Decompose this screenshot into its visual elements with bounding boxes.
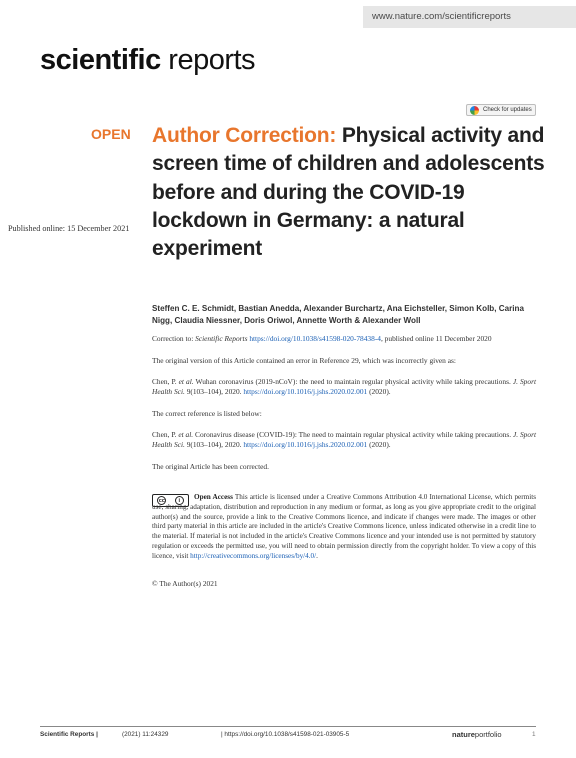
ref-old-volume: 9(103–104), 2020. <box>184 387 244 397</box>
check-updates-label: Check for updates <box>483 107 532 113</box>
open-access-statement <box>152 493 536 562</box>
crossmark-icon <box>470 106 479 115</box>
ref-old-journal: J. Sport Health Sci. <box>152 377 537 397</box>
original-article-link[interactable]: https://doi.org/10.1038/s41598-020-78438-4 <box>249 334 381 343</box>
license-link[interactable]: http://creativecommons.org/licenses/by/4.0/ <box>190 551 317 560</box>
ref-old-etal: et al. <box>178 377 194 386</box>
ref-old-year: (2020). <box>367 387 391 397</box>
page-number: 1 <box>532 731 536 738</box>
author-list: Steffen C. E. Schmidt, Bastian Anedda, Alexander Burchartz, Ana Eichsteller, Simon Kolb, Carina Nigg, Claudia Niessner, Doris Oriwol, Annette Worth & Alexander Woll <box>152 304 524 325</box>
cc-icon: cc <box>158 497 165 504</box>
footer-doi[interactable]: | https://doi.org/10.1038/s41598-021-03905-5 <box>221 731 350 738</box>
copyright-notice: © The Author(s) 2021 <box>152 579 218 588</box>
ref-old-author: Chen, P. <box>152 377 179 386</box>
logo-bold: scientific <box>40 44 161 76</box>
nature-portfolio-logo <box>452 730 502 739</box>
correction-to-text: Correction to: <box>152 334 196 343</box>
correct-reference <box>152 430 536 451</box>
corrected-statement: The original Article has been corrected. <box>152 462 269 471</box>
open-access-end: . <box>316 551 318 560</box>
ref-new-journal: J. Sport Health Sci. <box>152 430 537 450</box>
attribution-icon: i <box>175 496 184 505</box>
footer-volume: (2021) 11:24329 <box>122 731 169 738</box>
open-access-text: This article is licensed under a Creative Commons Attribution 4.0 International License, which permits use, sharing, adaptation, distribution and reproduction in any medium or format, as long as you give appropriate credit to the original author(s) and the source, provide a link to the Creative Commons licence, and indicate if changes were made. The images or other third party material in this article are included in the article's Creative Commons licence, unless indicated otherwise in a credit line to the material. If material is not included in the article's Creative Commons licence and your intended use is not permitted by statutory regulation or exceeds the permitted use, you will need to obtain permission directly from the copyright holder. To view a copy of this licence, visit <box>152 493 536 560</box>
ref-new-etal: et al. <box>178 430 194 439</box>
ref-old-doi-link[interactable]: https://doi.org/10.1016/j.jshs.2020.02.001 <box>243 387 368 397</box>
article-title <box>152 122 552 263</box>
page-footer <box>40 731 536 743</box>
np-bold: nature <box>452 730 475 739</box>
correction-to-line <box>152 334 536 344</box>
published-date: Published online: 15 December 2021 <box>8 224 130 233</box>
ref-old-title: Wuhan coronavirus (2019-nCoV): the need to maintain regular physical activity while taking precautions. <box>193 377 513 386</box>
correct-reference-heading: The correct reference is listed below: <box>152 409 262 418</box>
error-statement: The original version of this Article contained an error in Reference 29, which was incorrectly given as: <box>152 356 456 365</box>
check-for-updates-button[interactable] <box>466 104 536 116</box>
ref-new-year: (2020). <box>367 440 391 450</box>
open-access-heading: Open Access <box>194 493 233 501</box>
open-access-label: OPEN <box>91 126 131 142</box>
ref-new-volume: 9(103–104), 2020. <box>184 440 244 450</box>
journal-url[interactable]: www.nature.com/scientificreports <box>363 6 576 28</box>
np-regular: portfolio <box>474 730 502 739</box>
correction-journal: Scientific Reports <box>195 334 248 343</box>
footer-journal: Scientific Reports | <box>40 731 98 738</box>
incorrect-reference <box>152 377 536 398</box>
correction-date: , published online 11 December 2020 <box>380 334 492 343</box>
logo-regular: reports <box>168 44 256 76</box>
footer-divider <box>40 726 536 727</box>
title-prefix: Author Correction: <box>152 124 337 147</box>
ref-new-author: Chen, P. <box>152 430 179 439</box>
ref-new-doi-link[interactable]: https://doi.org/10.1016/j.jshs.2020.02.001 <box>243 440 368 450</box>
ref-new-title: Coronavirus disease (COVID-19): The need to maintain regular physical activity while taking precautions. <box>193 430 513 439</box>
journal-logo[interactable] <box>40 44 255 77</box>
title-main: Physical activity and screen time of children and adolescents before and during the COVID-19 lockdown in Germany: a natural experiment <box>152 124 545 261</box>
